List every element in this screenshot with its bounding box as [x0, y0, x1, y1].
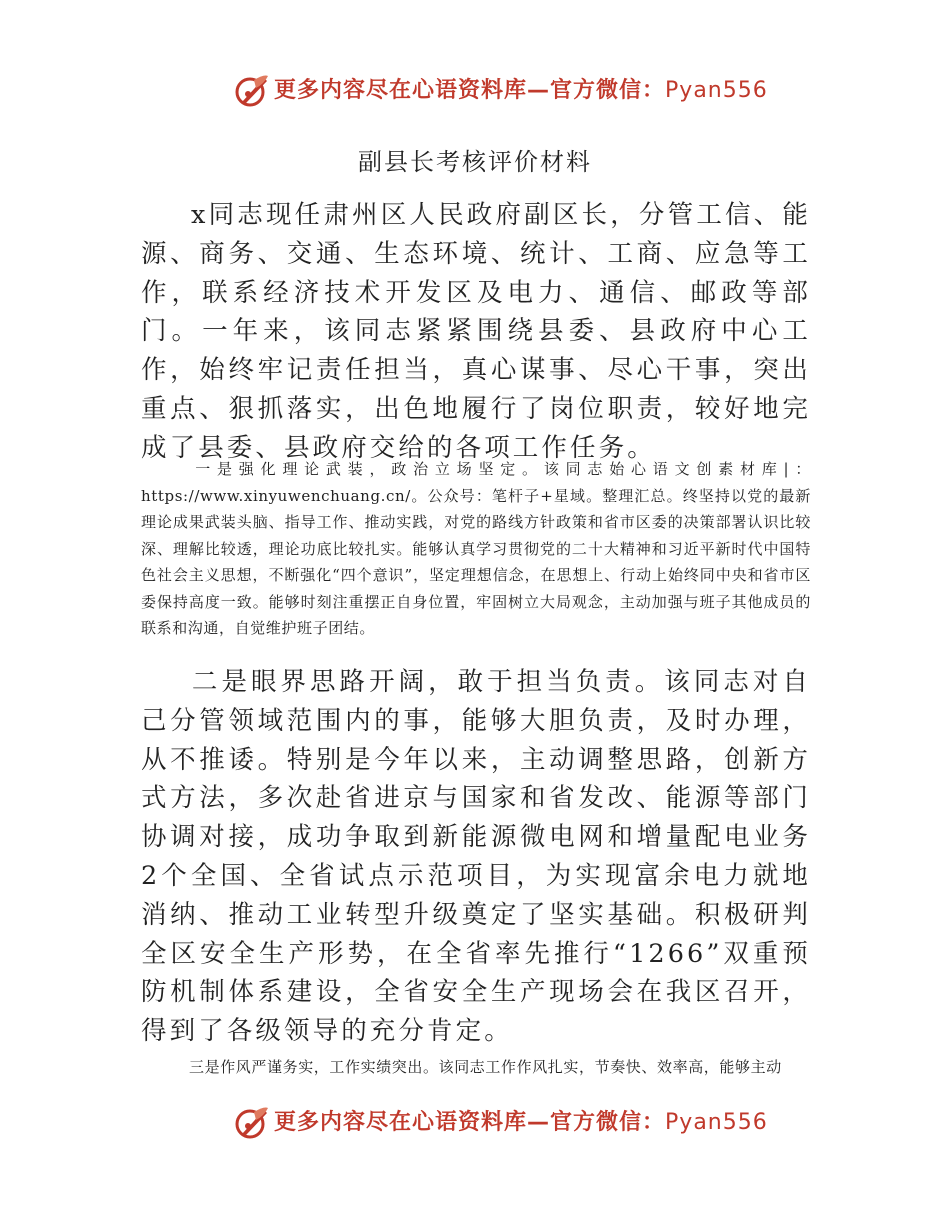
watermark-banner-top — [0, 70, 950, 114]
paragraph-style: 三是作风严谨务实，工作实绩突出。该同志工作作风扎实，节奏快、效率高，能够主动 — [189, 1058, 782, 1076]
watermark-text: 更多内容尽在心语资料库—官方微信：Pyan556 — [274, 78, 768, 103]
quill-logo-icon — [234, 1104, 270, 1140]
paragraph-vision: 二是眼界思路开阔，敢于担当负责。该同志对自己分管领域范围内的事，能够大胆负责，及时办理，从不推诿。特别是今年以来，主动调整思路，创新方式方法，多次赴省进京与国家和省发改、能源等部门协调对接，成功争取到新能源微电网和增量配电业务2个全国、全省试点示范项目，为实现富余电力就地消纳、推动工业转型升级奠定了坚实基础。积极研判全区安全生产形势，在全省率先推行“1266”双重预防机制体系建设，全省安全生产现场会在我区召开，得到了各级领导的充分肯定。 — [141, 667, 811, 1047]
watermark-banner-bottom — [0, 1102, 950, 1146]
document-title: 副县长考核评价材料 — [358, 148, 592, 176]
paragraph-theory: 一是强化理论武装，政治立场坚定。该同志始心语文创素材库|：https://www.xinyuwenchuang.cn/。公众号：笔杆子+星域。整理汇总。终坚持以党的最新理论成果武装头脑、指导工作、推动实践，对党的路线方针政策和省市区委的决策部署认识比较深、理解比较透，理论功底比较扎实。能够认真学习贯彻党的二十大精神和习近平新时代中国特色社会主义思想，不断强化“四个意识”，坚定理想信念，在思想上、行动上始终同中央和省市区委保持高度一致。能够时刻注重摆正自身位置，牢固树立大局观念，主动加强与班子其他成员的联系和沟通，自觉维护班子团结。 — [141, 460, 811, 637]
quill-logo-icon — [234, 72, 270, 108]
watermark-text: 更多内容尽在心语资料库—官方微信：Pyan556 — [274, 1110, 768, 1135]
paragraph-intro: x同志现任肃州区人民政府副区长，分管工信、能源、商务、交通、生态环境、统计、工商、应急等工作，联系经济技术开发区及电力、通信、邮政等部门。一年来，该同志紧紧围绕县委、县政府中心工作，始终牢记责任担当，真心谋事、尽心干事，突出重点、狠抓落实，出色地履行了岗位职责，较好地完成了县委、县政府交给的各项工作任务。 — [141, 200, 811, 463]
